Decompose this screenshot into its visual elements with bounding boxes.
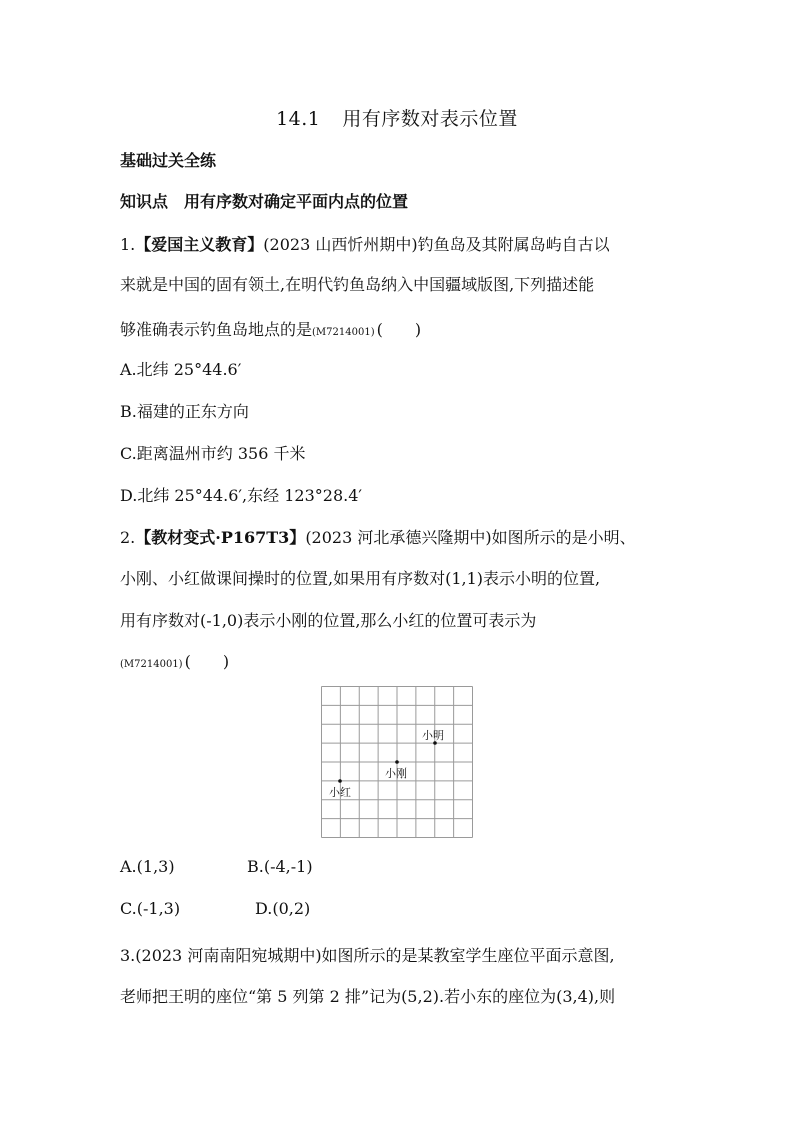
question-2-line-3: 用有序数对(-1,0)表示小刚的位置,那么小红的位置可表示为 [120, 611, 537, 630]
question-3-number: 3. [120, 946, 136, 965]
question-2-tag: 【教材变式·P167T3】 [135, 528, 306, 547]
question-1-option-a: A.北纬 25°44.6′ [120, 360, 242, 379]
xiaohong-point [338, 779, 342, 783]
question-1-option-b: B.福建的正东方向 [120, 402, 249, 421]
question-1-line-2: 来就是中国的固有领土,在明代钓鱼岛纳入中国疆域版图,下列描述能 [120, 275, 595, 294]
question-2-line-1: 2.【教材变式·P167T3】(2023 河北承德兴隆期中)如图所示的是小明、 [120, 528, 636, 547]
position-grid-figure [321, 686, 473, 838]
xiaohong-label: 小红 [329, 786, 351, 799]
question-1-option-c: C.距离温州市约 356 千米 [120, 444, 306, 463]
xiaogang-label: 小刚 [385, 767, 407, 780]
question-2-answer-blank: ( ) [184, 652, 230, 671]
question-3-line-1: 3.(2023 河南南阳宛城期中)如图所示的是某教室学生座位平面示意图, [120, 946, 615, 965]
question-2-number: 2. [120, 528, 136, 547]
question-2-options-row-1 [120, 857, 313, 876]
section-heading: 基础过关全练 [120, 151, 217, 170]
xiaoming-label: 小明 [422, 729, 444, 742]
question-1-code: (M7214001) [312, 327, 375, 338]
question-1-line-1: 1.【爱国主义教育】(2023 山西忻州期中)钓鱼岛及其附属岛屿自古以 [120, 235, 610, 254]
question-2-options-row-2 [120, 899, 310, 918]
position-grid [321, 686, 473, 838]
question-1-number: 1. [120, 235, 136, 254]
title-text: 用有序数对表示位置 [342, 108, 518, 130]
question-2-code: (M7214001) [120, 659, 183, 670]
question-3-line-2: 老师把王明的座位“第 5 列第 2 排”记为(5,2).若小东的座位为(3,4),则 [120, 987, 616, 1006]
question-1-tag: 【爱国主义教育】 [135, 235, 264, 254]
knowledge-point-heading: 知识点 用有序数对确定平面内点的位置 [120, 192, 409, 211]
question-1-line-3: 够准确表示钓鱼岛地点的是(M7214001) ( ) [120, 317, 421, 340]
question-2-option-b: B.(-4,-1) [247, 857, 313, 876]
question-2-line-4 [120, 649, 229, 672]
question-1-option-d: D.北纬 25°44.6′,东经 123°28.4′ [120, 486, 363, 505]
question-2-option-c: C.(-1,3) [120, 899, 181, 918]
question-2-line-2: 小刚、小红做课间操时的位置,如果用有序数对(1,1)表示小明的位置, [120, 569, 601, 588]
question-1-answer-blank: ( ) [376, 320, 422, 339]
question-2-option-a: A.(1,3) [120, 857, 175, 876]
title-number: 14.1 [276, 108, 321, 130]
question-2-option-d: D.(0,2) [255, 899, 311, 918]
xiaogang-point [395, 760, 399, 764]
page-title [0, 104, 794, 131]
